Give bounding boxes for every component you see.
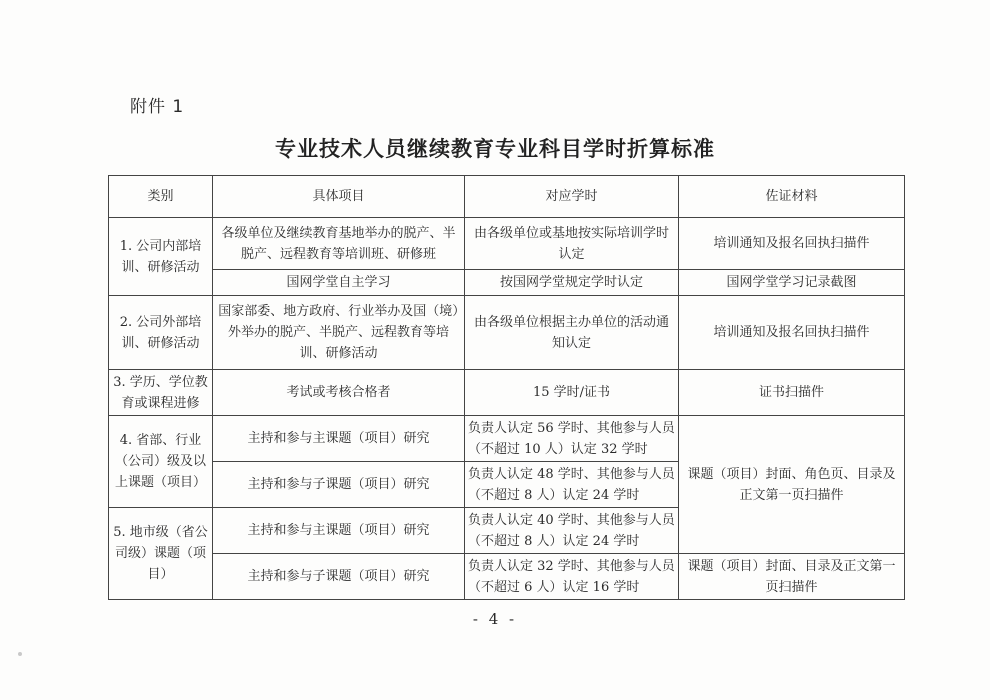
table-row [109, 270, 905, 296]
evidence-cell: 国网学堂学习记录截图 [679, 270, 905, 296]
table-row [109, 554, 905, 600]
item-cell: 主持和参与子课题（项目）研究 [213, 462, 465, 508]
hours-cell: 负责人认定 56 学时、其他参与人员（不超过 10 人）认定 32 学时 [465, 416, 679, 462]
evidence-cell: 培训通知及报名回执扫描件 [679, 218, 905, 270]
evidence-cell: 证书扫描件 [679, 370, 905, 416]
evidence-cell: 培训通知及报名回执扫描件 [679, 296, 905, 370]
table-row [109, 416, 905, 462]
standards-table [108, 175, 905, 600]
category-cell: 1. 公司内部培训、研修活动 [109, 218, 213, 296]
category-cell: 5. 地市级（省公司级）课题（项目） [109, 508, 213, 600]
scan-speck [18, 652, 22, 656]
hours-cell: 负责人认定 40 学时、其他参与人员（不超过 8 人）认定 24 学时 [465, 508, 679, 554]
evidence-cell: 课题（项目）封面、角色页、目录及正文第一页扫描件 [679, 416, 905, 554]
header-item: 具体项目 [213, 176, 465, 218]
item-cell: 国网学堂自主学习 [213, 270, 465, 296]
hours-cell: 由各级单位根据主办单位的活动通知认定 [465, 296, 679, 370]
table-row [109, 370, 905, 416]
hours-cell: 15 学时/证书 [465, 370, 679, 416]
table-header-row [109, 176, 905, 218]
header-evidence: 佐证材料 [679, 176, 905, 218]
table-row [109, 296, 905, 370]
hours-cell: 由各级单位或基地按实际培训学时认定 [465, 218, 679, 270]
hours-cell: 负责人认定 48 学时、其他参与人员（不超过 8 人）认定 24 学时 [465, 462, 679, 508]
item-cell: 主持和参与主课题（项目）研究 [213, 508, 465, 554]
category-cell: 3. 学历、学位教育或课程进修 [109, 370, 213, 416]
header-hours: 对应学时 [465, 176, 679, 218]
item-cell: 主持和参与子课题（项目）研究 [213, 554, 465, 600]
attachment-label: 附件 1 [130, 97, 185, 117]
item-cell: 各级单位及继续教育基地举办的脱产、半脱产、远程教育等培训班、研修班 [213, 218, 465, 270]
item-cell: 主持和参与主课题（项目）研究 [213, 416, 465, 462]
page-number: - 4 - [472, 610, 518, 628]
document-title: 专业技术人员继续教育专业科目学时折算标准 [275, 137, 715, 161]
header-category: 类别 [109, 176, 213, 218]
hours-cell: 按国网学堂规定学时认定 [465, 270, 679, 296]
item-cell: 国家部委、地方政府、行业举办及国（境）外举办的脱产、半脱产、远程教育等培训、研修活动 [213, 296, 465, 370]
item-cell: 考试或考核合格者 [213, 370, 465, 416]
hours-cell: 负责人认定 32 学时、其他参与人员（不超过 6 人）认定 16 学时 [465, 554, 679, 600]
category-cell: 4. 省部、行业（公司）级及以上课题（项目） [109, 416, 213, 508]
category-cell: 2. 公司外部培训、研修活动 [109, 296, 213, 370]
evidence-cell: 课题（项目）封面、目录及正文第一页扫描件 [679, 554, 905, 600]
table-row [109, 218, 905, 270]
